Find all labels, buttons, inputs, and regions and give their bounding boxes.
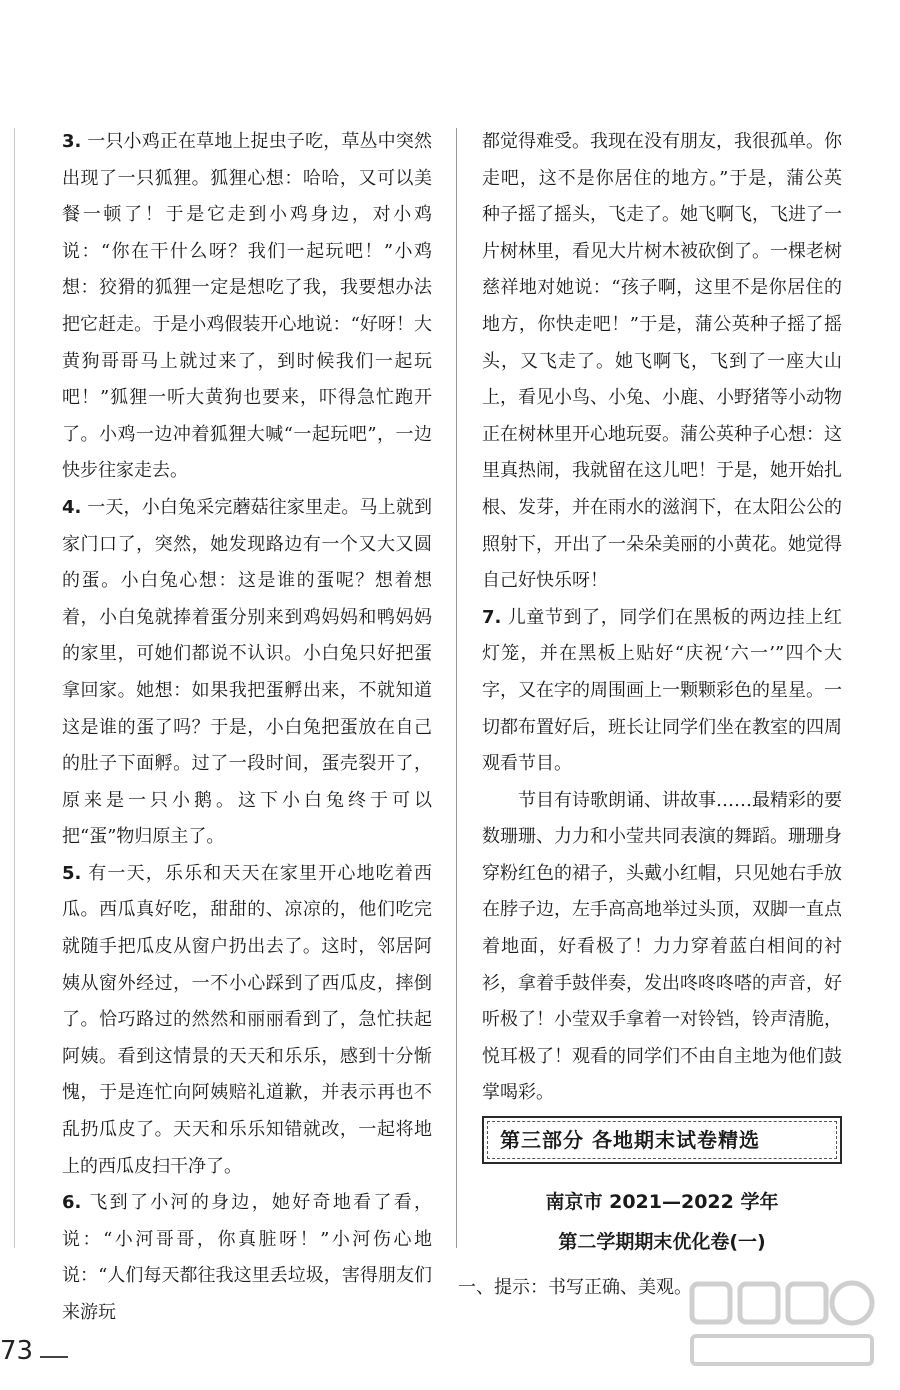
item-number: 4.: [62, 496, 82, 518]
exam-title-line-1: 南京市 2021—2022 学年: [545, 1191, 779, 1214]
item-7: [482, 600, 842, 783]
right-column: [458, 124, 842, 1307]
margin-rule: [14, 128, 15, 1248]
answer-line: 一、提示：书写正确、美观。: [458, 1277, 692, 1299]
item-number: 7.: [482, 606, 502, 628]
section-banner: [482, 1116, 842, 1164]
item-text: 一只小鸡正在草地上捉虫子吃，草丛中突然出现了一只狐狸。狐狸心想：哈哈，又可以美餐一顿了！于是它走到小鸡身边，对小鸡说：“你在干什么呀？我们一起玩吧！”小鸡想：狡猾的狐狸一定是想吃了我，我要想办法把它赶走。于是小鸡假装开心地说：“好呀！大黄狗哥哥马上就过来了，到时候我们一起玩吧！”狐狸一听大黄狗也要来，吓得急忙跑开了。小鸡一边冲着狐狸大喊“一起玩吧”，一边快步往家走去。: [62, 131, 432, 482]
section-banner-title: 第三部分 各地期末试卷精选: [494, 1122, 766, 1159]
item-7-paragraph-2: 节目有诗歌朗诵、讲故事……最精彩的要数珊珊、力力和小莹共同表演的舞蹈。珊珊身穿粉红色的裙子，头戴小红帽，只见她右手放在脖子边，左手高高地举过头顶，双脚一直点着地面，好看极了！力力穿着蓝白相间的衬衫，拿着手鼓伴奏，发出咚咚咚嗒的声音，好听极了！小莹双手拿着一对铃铛，铃声清脆，悦耳极了！观看的同学们不由自主地为他们鼓掌喝彩。: [482, 789, 842, 1104]
item-text: 有一天，乐乐和天天在家里开心地吃着西瓜。西瓜真好吃，甜甜的、凉凉的，他们吃完就随手把瓜皮从窗户扔出去了。这时，邻居阿姨从窗外经过，一不小心踩到了西瓜皮，摔倒了。恰巧路过的然然和丽丽看到了，急忙扶起阿姨。看到这情景的天天和乐乐，感到十分惭愧，于是连忙向阿姨赔礼道歉，并表示再也不乱扔瓜皮了。天天和乐乐知错就改，一起将地上的西瓜皮扫干净了。: [62, 862, 432, 1177]
item-3: [62, 124, 432, 490]
item-number: 5.: [62, 862, 82, 884]
watermark-logo-icon: [682, 1276, 882, 1376]
item-4: [62, 490, 432, 856]
item-text: 飞到了小河的身边，她好奇地看了看，说：“小河哥哥，你真脏呀！”小河伤心地说：“人们每天都往我这里丢垃圾，害得朋友们来游玩: [62, 1192, 432, 1323]
item-text: 一天，小白兔采完蘑菇往家里走。马上就到家门口了，突然，她发现路边有一个又大又圆的蛋。小白兔心想：这是谁的蛋呢？想着想着，小白兔就捧着蛋分别来到鸡妈妈和鸭妈妈的家里，可她们都说不认识。小白兔只好把蛋拿回家。她想：如果我把蛋孵出来，不就知道这是谁的蛋了吗？于是，小白兔把蛋放在自己的肚子下面孵。过了一段时间，蛋壳裂开了，原来是一只小鹅。这下小白兔终于可以把“蛋”物归原主了。: [62, 496, 432, 848]
column-divider: [456, 128, 457, 1248]
item-5: [62, 856, 432, 1185]
item-6: [62, 1185, 432, 1331]
item-text: 儿童节到了，同学们在黑板的两边挂上红灯笼，并在黑板上贴好“庆祝‘六一’”四个大字，又在字的周围画上一颗颗彩色的星星。一切都布置好后，班长让同学们坐在教室的四周观看节目。: [482, 606, 842, 775]
item-number: 6.: [62, 1192, 82, 1214]
left-column: [62, 124, 432, 1332]
page-number: 73: [0, 1336, 34, 1366]
item-6-continuation: 都觉得难受。我现在没有朋友，我很孤单。你走吧，这不是你居住的地方。”于是，蒲公英种子摇了摇头，飞走了。她飞啊飞，飞进了一片树林里，看见大片树木被砍倒了。一棵老树慈祥地对她说：“孩子啊，这里不是你居住的地方，你快走吧！”于是，蒲公英种子摇了摇头，又飞走了。她飞啊飞，飞到了一座大山上，看见小鸟、小兔、小鹿、小野猪等小动物正在树林里开心地玩耍。蒲公英种子心想：这里真热闹，我就留在这儿吧！于是，她开始扎根、发芽，并在雨水的滋润下，在太阳公公的照射下，开出了一朵朵美丽的小黄花。她觉得自己好快乐呀！: [482, 131, 842, 592]
page-number-rule: [40, 1356, 68, 1358]
item-number: 3.: [62, 131, 82, 152]
exam-title-line-2: 第二学期期末优化卷(一): [558, 1231, 766, 1254]
